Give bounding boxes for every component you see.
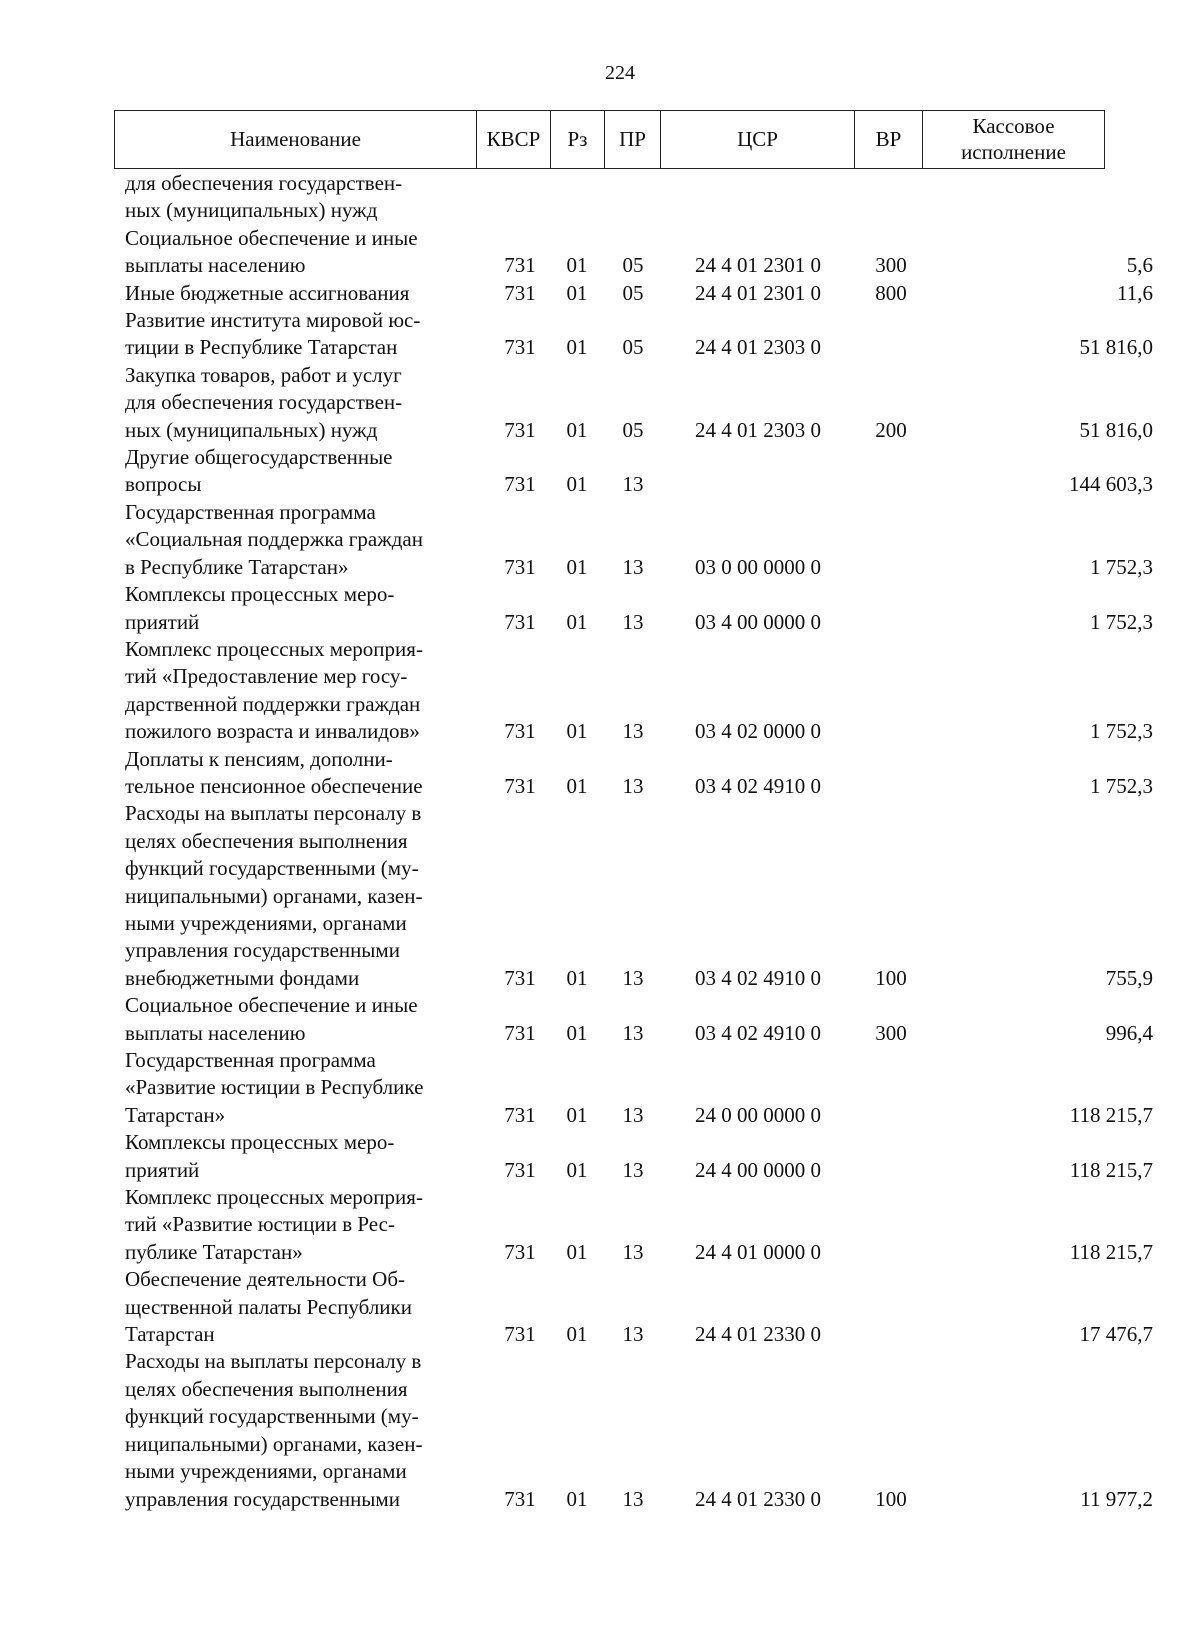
cell-csr: 24 4 01 2303 0	[695, 335, 821, 360]
table-header	[114, 110, 1105, 169]
cell-rz: 01	[566, 1322, 588, 1347]
cell-rz: 01	[566, 417, 588, 442]
cell-sum: 11,6	[1117, 280, 1153, 305]
cell-csr: 24 4 01 2330 0	[695, 1322, 821, 1347]
cell-rz: 01	[566, 773, 588, 798]
cell-pr: 13	[622, 1157, 644, 1182]
table-row	[0, 307, 1200, 362]
header-name: Наименование	[115, 111, 477, 169]
header-rz: Рз	[551, 111, 605, 169]
cell-name: Закупка товаров, работ и услуг для обеспечения государствен- ных (муниципальных) нужд	[125, 362, 403, 442]
cell-sum: 118 215,7	[1069, 1157, 1153, 1182]
cell-csr: 03 4 02 4910 0	[695, 965, 821, 990]
table-row	[0, 362, 1200, 444]
cell-pr: 13	[622, 1020, 644, 1045]
cell-kvsr: 731	[504, 1157, 536, 1182]
table-body	[0, 170, 1200, 1513]
cell-rz: 01	[566, 1239, 588, 1264]
table-row	[0, 1266, 1200, 1348]
cell-vr: 100	[875, 1486, 907, 1511]
cell-sum: 51 816,0	[1079, 417, 1153, 442]
cell-sum: 1 752,3	[1090, 609, 1153, 634]
cell-csr: 24 4 01 2330 0	[695, 1486, 821, 1511]
cell-kvsr: 731	[504, 1102, 536, 1127]
cell-rz: 01	[566, 719, 588, 744]
cell-name: Доплаты к пенсиям, дополни- тельное пенсионное обеспечение	[125, 746, 423, 798]
cell-name: Социальное обеспечение и иные выплаты населению	[125, 993, 418, 1045]
page-number: 224	[605, 62, 635, 84]
cell-name: для обеспечения государствен- ных (муниципальных) нужд	[125, 171, 403, 223]
cell-vr: 100	[875, 965, 907, 990]
cell-kvsr: 731	[504, 1322, 536, 1347]
cell-sum: 17 476,7	[1079, 1322, 1153, 1347]
cell-kvsr: 731	[504, 1020, 536, 1045]
cell-kvsr: 731	[504, 472, 536, 497]
table-row	[0, 746, 1200, 801]
cell-csr: 03 4 00 0000 0	[695, 609, 821, 634]
cell-csr: 03 4 02 4910 0	[695, 773, 821, 798]
header-csr: ЦСР	[661, 111, 855, 169]
cell-kvsr: 731	[504, 1239, 536, 1264]
cell-sum: 755,9	[1105, 965, 1153, 990]
table-row	[0, 992, 1200, 1047]
cell-kvsr: 731	[504, 719, 536, 744]
cell-pr: 05	[622, 280, 644, 305]
cell-name: Расходы на выплаты персоналу в целях обеспечения выполнения функций государственными (му- ниципальными) органами, казен- ными учреждениями, органами управления государственными	[125, 1349, 423, 1511]
cell-rz: 01	[566, 1157, 588, 1182]
cell-sum: 11 977,2	[1080, 1486, 1153, 1511]
cell-pr: 13	[622, 1486, 644, 1511]
cell-name: Комплекс процессных мероприя- тий «Предоставление мер госу- дарственной поддержки граждан пожилого возраста и инвалидов»	[125, 636, 423, 744]
cell-rz: 01	[566, 609, 588, 634]
cell-csr: 03 4 02 0000 0	[695, 719, 821, 744]
cell-name: Комплексы процессных меро- приятий	[125, 1130, 395, 1182]
cell-pr: 13	[622, 554, 644, 579]
cell-rz: 01	[566, 253, 588, 278]
cell-sum: 1 752,3	[1090, 719, 1153, 744]
cell-kvsr: 731	[504, 965, 536, 990]
cell-kvsr: 731	[504, 280, 536, 305]
table-row	[0, 225, 1200, 280]
cell-sum: 144 603,3	[1069, 472, 1153, 497]
cell-sum: 51 816,0	[1079, 335, 1153, 360]
cell-name: Развитие института мировой юс- тиции в Республике Татарстан	[125, 308, 421, 360]
table-row	[0, 800, 1200, 992]
table-row	[0, 581, 1200, 636]
cell-kvsr: 731	[504, 773, 536, 798]
cell-vr: 200	[875, 417, 907, 442]
cell-kvsr: 731	[504, 417, 536, 442]
cell-pr: 13	[622, 965, 644, 990]
cell-sum: 996,4	[1105, 1020, 1153, 1045]
cell-vr: 800	[875, 280, 907, 305]
table-row	[0, 1348, 1200, 1512]
cell-sum: 1 752,3	[1090, 554, 1153, 579]
header-pr: ПР	[605, 111, 661, 169]
cell-name: Расходы на выплаты персоналу в целях обеспечения выполнения функций государственными (му- ниципальными) органами, казен- ными учреждениями, органами управления государственными внебюджетными фондами	[125, 801, 423, 990]
cell-name: Государственная программа «Развитие юстиции в Республике Татарстан»	[125, 1048, 424, 1127]
cell-kvsr: 731	[504, 253, 536, 278]
cell-pr: 13	[622, 719, 644, 744]
table-row	[0, 280, 1200, 307]
header-vr: ВР	[855, 111, 923, 169]
cell-rz: 01	[566, 1020, 588, 1045]
cell-sum: 118 215,7	[1069, 1102, 1153, 1127]
header-sum: Кассовое исполнение	[923, 111, 1105, 169]
table-row	[0, 1047, 1200, 1129]
cell-rz: 01	[566, 965, 588, 990]
cell-csr: 24 4 00 0000 0	[695, 1157, 821, 1182]
cell-csr: 03 4 02 4910 0	[695, 1020, 821, 1045]
cell-rz: 01	[566, 1486, 588, 1511]
cell-name: Социальное обеспечение и иные выплаты населению	[125, 225, 418, 278]
cell-name: Обеспечение деятельности Об- щественной палаты Республики Татарстан	[125, 1267, 412, 1347]
cell-sum: 118 215,7	[1069, 1239, 1153, 1264]
cell-name: Государственная программа «Социальная поддержка граждан в Республике Татарстан»	[125, 499, 423, 579]
cell-pr: 05	[622, 335, 644, 360]
table-row	[0, 499, 1200, 581]
cell-sum: 5,6	[1126, 253, 1153, 278]
cell-pr: 13	[622, 1322, 644, 1347]
cell-kvsr: 731	[504, 554, 536, 579]
cell-pr: 13	[622, 609, 644, 634]
cell-name: Другие общегосударственные вопросы	[125, 445, 393, 497]
header-kvsr: КВСР	[477, 111, 551, 169]
table-row	[0, 1129, 1200, 1184]
cell-rz: 01	[566, 554, 588, 579]
cell-pr: 13	[622, 472, 644, 497]
cell-pr: 05	[622, 417, 644, 442]
cell-name: Комплекс процессных мероприя- тий «Развитие юстиции в Рес- публике Татарстан»	[125, 1185, 423, 1264]
table-row	[0, 170, 1200, 225]
cell-vr: 300	[875, 1020, 907, 1045]
cell-name: Иные бюджетные ассигнования	[125, 280, 410, 305]
cell-csr: 03 0 00 0000 0	[695, 554, 821, 579]
cell-vr: 300	[875, 253, 907, 278]
cell-csr: 24 0 00 0000 0	[695, 1102, 821, 1127]
cell-csr: 24 4 01 2303 0	[695, 417, 821, 442]
cell-pr: 13	[622, 1239, 644, 1264]
cell-rz: 01	[566, 280, 588, 305]
cell-kvsr: 731	[504, 609, 536, 634]
cell-pr: 13	[622, 773, 644, 798]
cell-name: Комплексы процессных меро- приятий	[125, 582, 395, 634]
cell-csr: 24 4 01 2301 0	[695, 280, 821, 305]
cell-rz: 01	[566, 1102, 588, 1127]
cell-sum: 1 752,3	[1090, 773, 1153, 798]
cell-pr: 05	[622, 253, 644, 278]
cell-kvsr: 731	[504, 335, 536, 360]
table-row	[0, 636, 1200, 746]
cell-csr: 24 4 01 2301 0	[695, 253, 821, 278]
cell-pr: 13	[622, 1102, 644, 1127]
table-row	[0, 444, 1200, 499]
cell-kvsr: 731	[504, 1486, 536, 1511]
cell-rz: 01	[566, 335, 588, 360]
cell-rz: 01	[566, 472, 588, 497]
cell-csr: 24 4 01 0000 0	[695, 1239, 821, 1264]
table-row	[0, 1184, 1200, 1266]
